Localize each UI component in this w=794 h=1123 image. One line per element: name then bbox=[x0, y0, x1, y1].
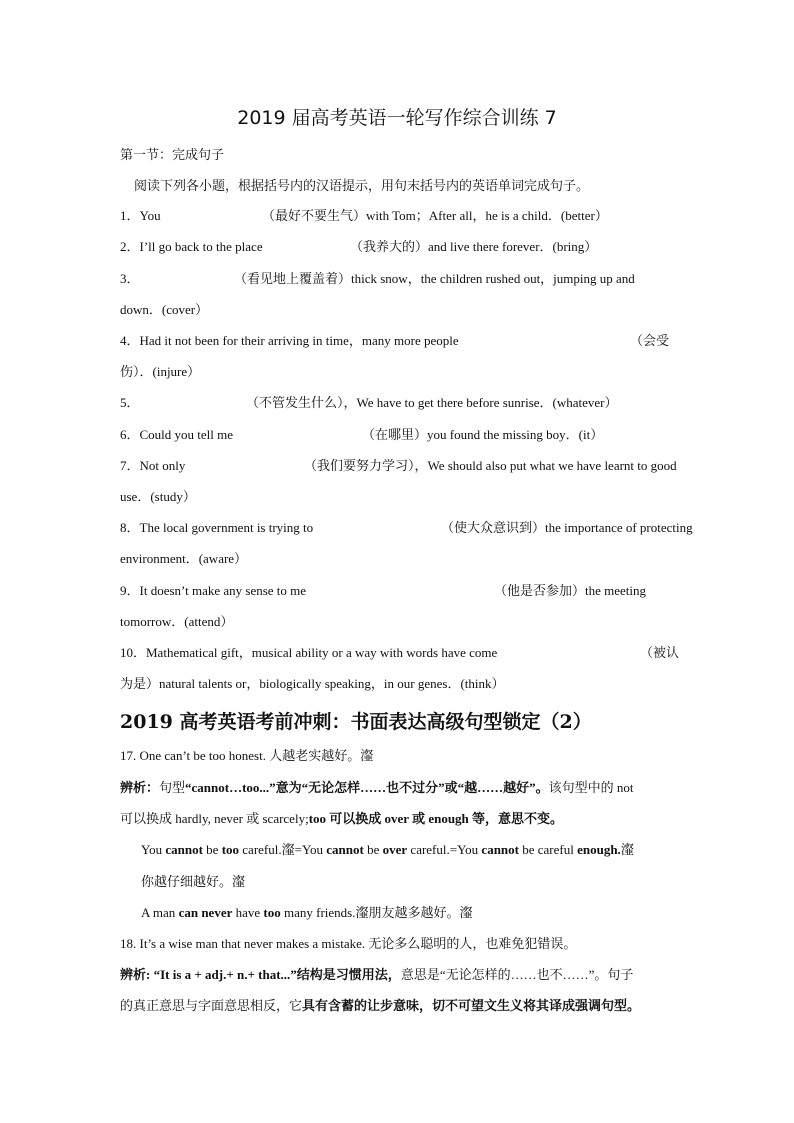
analysis-text-bold: 具有含蓄的让步意味，切不可望文生义将其译成强调句型。 bbox=[302, 998, 641, 1013]
question-2-part-1: 2．I’ll go back to the place bbox=[120, 239, 263, 254]
example-keyword: over bbox=[382, 842, 408, 857]
question-7-part-3: use．(study） bbox=[120, 489, 196, 504]
example-keyword: cannot bbox=[165, 842, 203, 857]
question-7-part-1: 7．Not only bbox=[120, 458, 186, 473]
question-10-part-1: 10．Mathematical gift，musical ability or a way with words have come bbox=[120, 645, 498, 660]
sentence-17: 17. One can’t be too honest. 人越老实越好。瀣 bbox=[120, 748, 374, 763]
question-1-part-2: （最好不要生气）with Tom；After all，he is a child．(better） bbox=[262, 208, 608, 223]
example-keyword: too bbox=[263, 905, 281, 920]
question-3-part-2: （看见地上覆盖着）thick snow，the children rushed out，jumping up and bbox=[234, 271, 635, 286]
question-3-part-1: 3． bbox=[120, 271, 140, 286]
example-text: 瀣 bbox=[620, 842, 634, 857]
analysis-text-bold: too 可以换成 over 或 enough 等，意思不变。 bbox=[308, 811, 564, 826]
question-3-part-3: down．(cover） bbox=[120, 302, 209, 317]
analysis-text-bold: “cannot…too...”意为“无论怎样……也不过分”或“越……越好”。 bbox=[185, 780, 549, 795]
question-8-part-3: environment．(aware） bbox=[120, 551, 248, 566]
question-9-part-3: tomorrow．(attend） bbox=[120, 614, 234, 629]
question-7-part-2: （我们要努力学习），We should also put what we have learnt to good bbox=[304, 458, 677, 473]
analysis-17-line-2 bbox=[120, 810, 563, 828]
analysis-text: 可以换成 hardly, never 或 scarcely; bbox=[120, 811, 309, 826]
example-text: You bbox=[141, 842, 166, 857]
analysis-text: 的真正意思与字面意思相反，它 bbox=[120, 998, 303, 1013]
question-10-part-2: （被认 bbox=[640, 645, 680, 660]
question-6-part-2: （在哪里）you found the missing boy．(it） bbox=[362, 427, 604, 442]
question-5-part-2: （不管发生什么），We have to get there before sunrise．(whatever） bbox=[246, 395, 618, 410]
section-heading: 第一节：完成句子 bbox=[120, 147, 225, 162]
example-keyword: cannot bbox=[481, 842, 519, 857]
example-text: be bbox=[363, 842, 383, 857]
page-title: 2019 届高考英语一轮写作综合训练 7 bbox=[237, 107, 557, 129]
question-8-part-2: （使大众意识到）the importance of protecting bbox=[441, 520, 693, 535]
question-8-part-1: 8．The local government is trying to bbox=[120, 520, 314, 535]
analysis-text: 该句型中的 not bbox=[548, 780, 634, 795]
question-9-part-2: （他是否参加）the meeting bbox=[494, 583, 647, 598]
example-keyword: too bbox=[221, 842, 240, 857]
example-text: many friends.瀣朋友越多越好。瀣 bbox=[280, 905, 473, 920]
analysis-18-line-2 bbox=[120, 997, 640, 1015]
example-keyword: enough. bbox=[577, 842, 621, 857]
analysis-text: 句型 bbox=[159, 780, 186, 795]
example-keyword: cannot bbox=[326, 842, 364, 857]
example-17-1-translation: 你越仔细越好。瀣 bbox=[141, 874, 246, 889]
example-text: be bbox=[202, 842, 222, 857]
example-text: A man bbox=[141, 905, 179, 920]
question-2-part-2: （我养大的）and live there forever．(bring） bbox=[350, 239, 598, 254]
question-6-part-1: 6．Could you tell me bbox=[120, 427, 234, 442]
analysis-text: 意思是“无论怎样的……也不……”。句子 bbox=[400, 967, 634, 982]
example-keyword: can never bbox=[178, 905, 233, 920]
section-2-heading: 2019 高考英语考前冲刺：书面表达高级句型锁定（2） bbox=[120, 711, 592, 733]
example-text: have bbox=[232, 905, 264, 920]
question-4-part-3: 伤）．(injure） bbox=[120, 364, 201, 379]
example-text: careful.瀣=You bbox=[239, 842, 327, 857]
analysis-17-line-1 bbox=[120, 779, 634, 797]
question-1-part-1: 1．You bbox=[120, 208, 161, 223]
example-text: careful.=You bbox=[407, 842, 482, 857]
instruction-text: 阅读下列各小题，根据括号内的汉语提示，用句末括号内的英语单词完成句子。 bbox=[134, 178, 590, 193]
analysis-text-bold: “It is a + adj.+ n.+ that...”结构是习惯用法， bbox=[153, 967, 401, 982]
question-10-part-3: 为是）natural talents or，biologically speaking，in our genes．(think） bbox=[120, 676, 505, 691]
example-17-2 bbox=[141, 904, 472, 922]
sentence-18: 18. It’s a wise man that never makes a mistake. 无论多么聪明的人，也难免犯错误。 bbox=[120, 936, 577, 951]
question-4-part-1: 4．Had it not been for their arriving in time，many more people bbox=[120, 333, 459, 348]
example-17-1 bbox=[141, 841, 634, 859]
analysis-label: 辨析: bbox=[120, 967, 151, 982]
question-5-part-1: 5． bbox=[120, 395, 140, 410]
analysis-label: 辨析： bbox=[120, 780, 160, 795]
analysis-18-line-1 bbox=[120, 966, 633, 984]
question-9-part-1: 9．It doesn’t make any sense to me bbox=[120, 583, 307, 598]
example-text: be careful bbox=[518, 842, 578, 857]
question-4-part-2: （会受 bbox=[630, 333, 670, 348]
